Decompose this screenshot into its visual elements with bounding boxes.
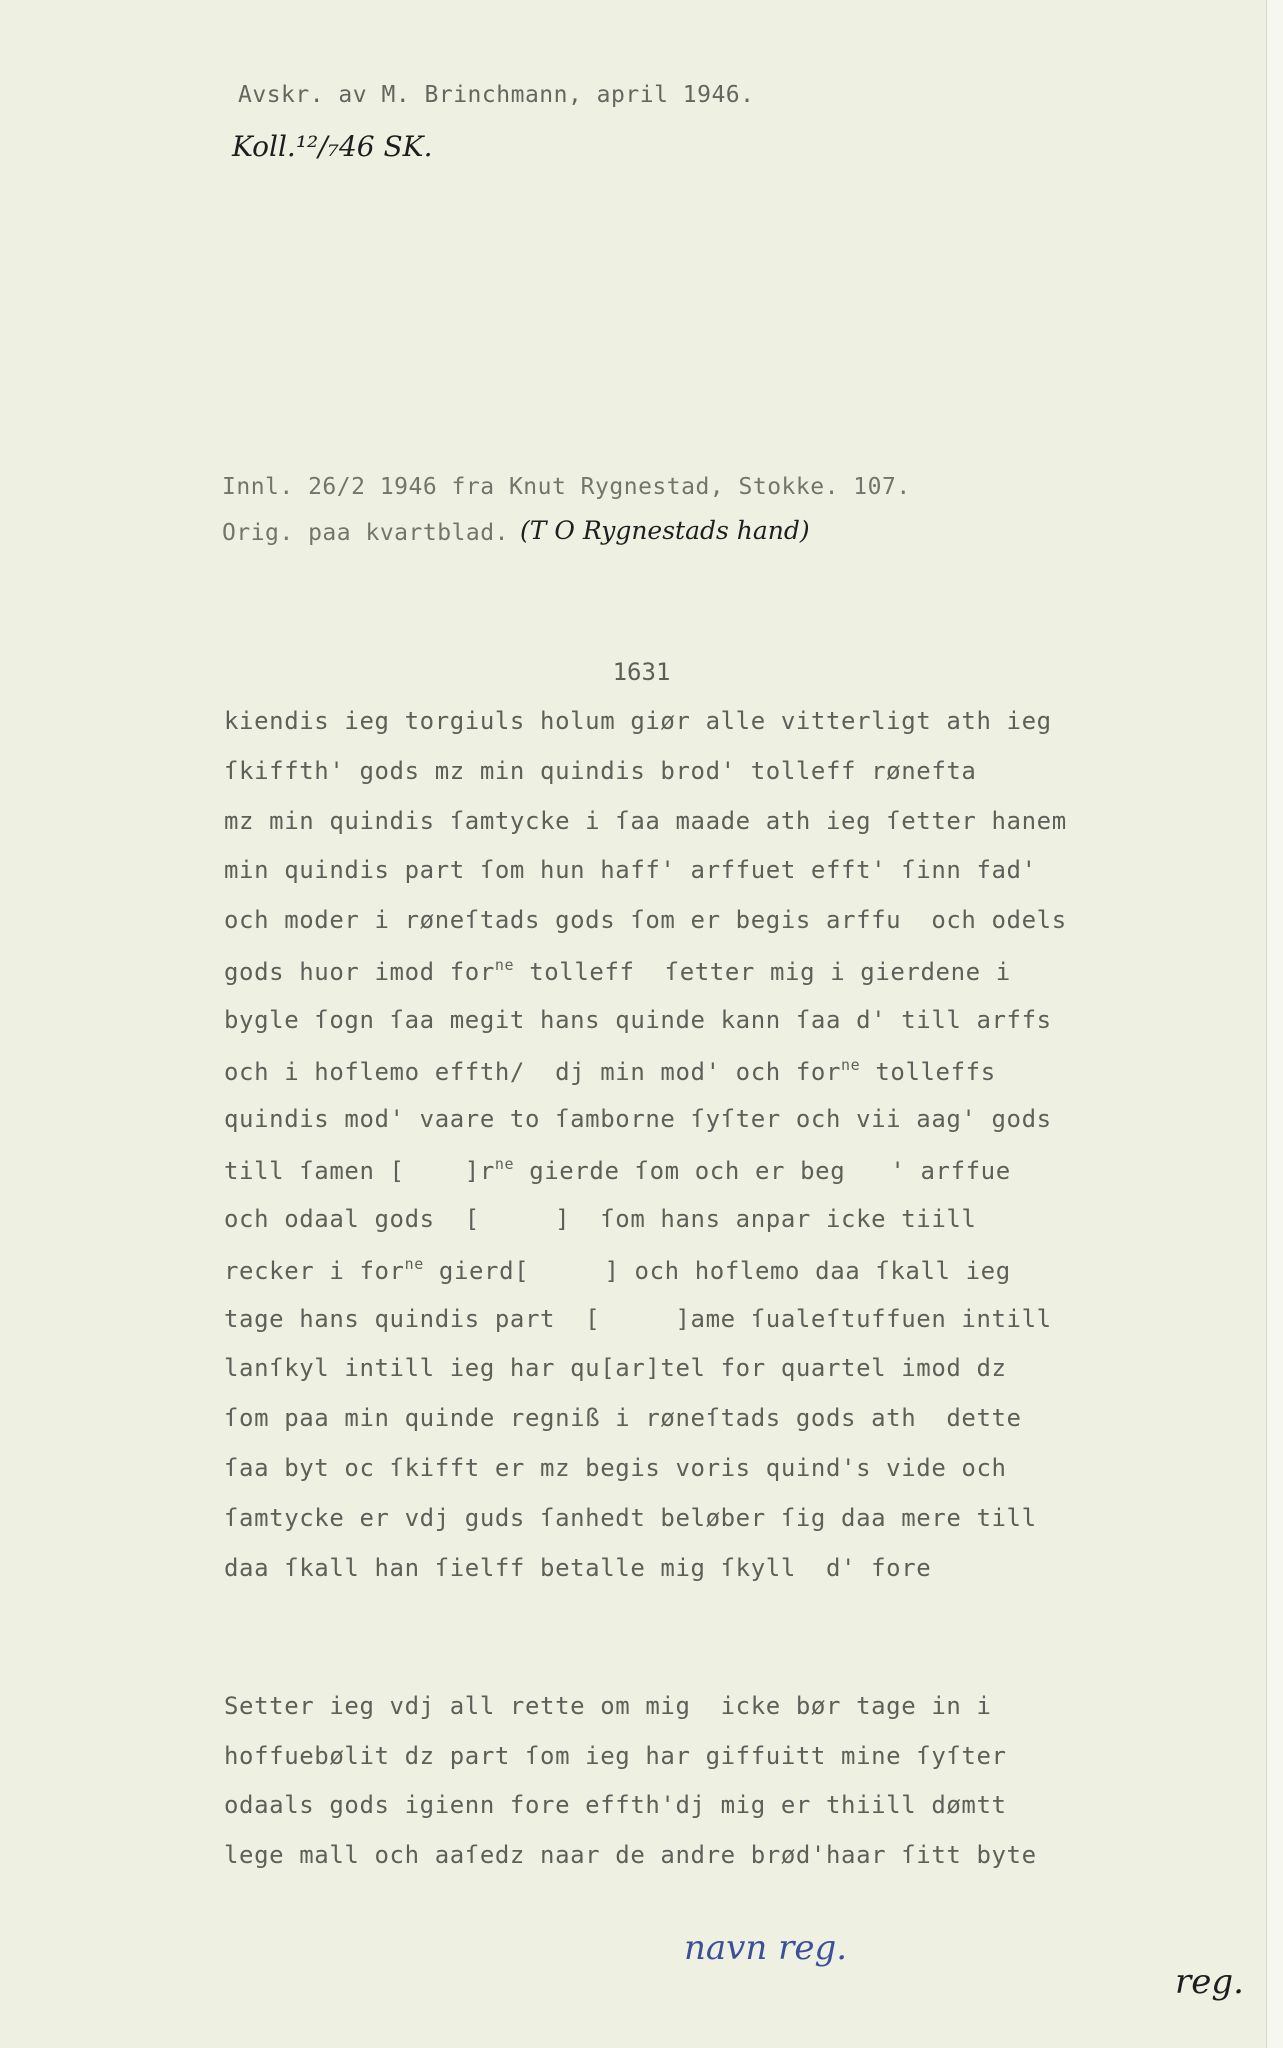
transcription-line: mz min quindis ſamtycke i ſaa maade ath ieg ſetter hanem xyxy=(224,806,1067,835)
transcription-line: ſaa byt oc ſkifft er mz begis voris quind's vide och xyxy=(224,1454,1007,1482)
register-note: reg. xyxy=(1175,1962,1244,2002)
superscript-abbrev: ne xyxy=(841,1055,861,1074)
transcription-line: lanſkyl intill ieg har qu[ar]tel for quartel imod dz xyxy=(224,1354,1007,1383)
transcription-line: lege mall och aaſedz naar de andre brød'haar ſitt byte xyxy=(224,1840,1037,1869)
transcription-line: odaals gods igienn fore effth'dj mig er thiill dømtt xyxy=(224,1791,1007,1820)
transcription-line: hoffuebølit dz part ſom ieg har giffuitt mine ſyſter xyxy=(224,1741,1007,1770)
transcription-line: ſom paa min quinde regniß i røneſtads gods ath dette xyxy=(224,1404,1022,1433)
transcription-line: daa ſkall han ſielff betalle mig ſkyll d' fore xyxy=(224,1553,932,1582)
transcription-line: gods huor imod for$^{ne}$ tolleff ſetter mig i gierdene i xyxy=(224,956,1011,986)
transcription-line: tage hans quindis part [ ]ame ſualeſtuffuen intill xyxy=(224,1304,1052,1333)
transcription-line: quindis mod' vaare to ſamborne ſyſter och vii aag' gods xyxy=(224,1105,1052,1134)
original-hand-note: (T O Rygnestads hand) xyxy=(520,516,810,545)
transcription-line: bygle ſogn ſaa megit hans quinde kann ſaa d' till arffs xyxy=(224,1005,1052,1034)
collation-note: Koll.¹²/₇46 SK. xyxy=(232,130,433,163)
transcription-line: kiendis ieg torgiuls holum giør alle vitterligt ath ieg xyxy=(224,707,1052,735)
name-register-note: navn reg. xyxy=(684,1928,848,1968)
superscript-abbrev: ne xyxy=(494,1155,515,1174)
document-year: 1631 xyxy=(612,658,671,686)
superscript-abbrev: ne xyxy=(494,956,515,974)
transcription-line: recker i for$^{ne}$ gierd[ ] och hoflemo daa ſkall ieg xyxy=(224,1254,1011,1285)
transcription-line: ſkiffth' gods mz min quindis brod' tolleff rønefta xyxy=(224,756,977,785)
transcription-line: och moder i røneſtads gods ſom er begis arffu och odels xyxy=(224,906,1067,935)
transcription-line: till ſamen [ ]$r^{ne}$ gierde ſom och er beg ' arffue xyxy=(224,1155,1011,1186)
page-edge xyxy=(1266,0,1283,2048)
transcription-line: ſamtycke er vdj guds ſanhedt beløber ſig daa mere till xyxy=(224,1503,1037,1532)
superscript-abbrev: ne xyxy=(404,1254,424,1273)
transcription-line: Setter ieg vdj all rette om mig icke bør tage in i xyxy=(224,1692,992,1720)
registration-line: Innl. 26/2 1946 fra Knut Rygnestad, Stokke. 107. xyxy=(222,474,911,500)
transcription-line: och i hoflemo effth/ dj min mod' och for$^{ne}$ tolleffs xyxy=(224,1055,996,1086)
transcriber-note: Avskr. av M. Brinchmann, april 1946. xyxy=(238,82,755,108)
transcription-line: min quindis part ſom hun haff' arffuet efft' ſinn fad' xyxy=(224,856,1037,885)
transcription-line: och odaal gods [ ] ſom hans anpar icke tiill xyxy=(224,1205,977,1233)
original-format-note: Orig. paa kvartblad. xyxy=(222,520,509,546)
